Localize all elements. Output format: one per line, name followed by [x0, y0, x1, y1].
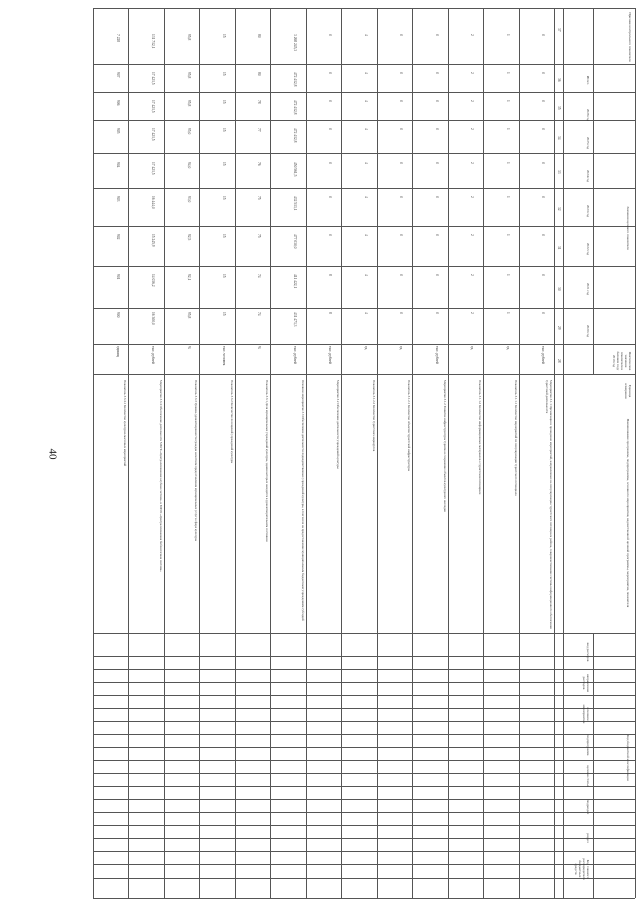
row-name: Показатель 3.3.4.1 Количество культурно-массовых мероприятий — [123, 380, 128, 467]
row-value: 0 — [328, 128, 333, 130]
column-number: 31 — [557, 246, 561, 250]
header-year: 2022 год — [586, 242, 590, 256]
row-separator — [412, 8, 413, 898]
table-border-right — [635, 8, 636, 898]
row-value: 1 — [505, 72, 510, 74]
row-value: 2 — [470, 162, 475, 164]
column-number: 28 — [557, 359, 561, 363]
header-code-column: вид расходов — [586, 642, 590, 662]
row-value: 0 — [399, 196, 404, 198]
row-separator — [483, 8, 484, 898]
row-value: 94,0 — [186, 162, 191, 169]
row-value: 905 — [115, 128, 120, 134]
row-value: 2 — [470, 128, 475, 130]
header-subseparator-codes — [593, 633, 594, 898]
row-value: 0 — [541, 128, 546, 130]
row-value: 1 — [505, 312, 510, 314]
row-name: Показатель 3.3.3 Уровень удовлетворенности граждан качеством предоставления муниципальных услуг в сфере культуры — [194, 380, 199, 542]
column-number: 34 — [557, 136, 561, 140]
row-value: 7 228 — [115, 34, 120, 43]
header-subseparator — [593, 8, 594, 374]
row-unit: тыс. рублей — [292, 346, 297, 364]
header-year: 2021 год — [586, 282, 590, 296]
row-value: 95,8 — [186, 312, 191, 319]
header-status: Признак контрольного показателя — [628, 12, 632, 62]
header-year: 2023 год — [586, 204, 590, 218]
row-value: 0 — [434, 128, 439, 130]
row-value: 8 — [328, 274, 333, 276]
row-value: 450 561,5 — [292, 162, 297, 177]
row-name: Мероприятие 3.1.2 Развитие инфраструктуры туризма и сохранение объектов культурного наследия — [442, 380, 447, 512]
row-value: 15 — [221, 162, 226, 166]
row-value: 0 — [541, 312, 546, 314]
row-value: 0 — [399, 234, 404, 236]
row-value: 15 — [221, 34, 226, 38]
table-border-bottom — [93, 898, 635, 899]
row-name: Показатель 3.1.2.2 Количество туристских маршрутов — [371, 380, 376, 452]
row-unit: тыс. рублей — [434, 346, 439, 364]
row-value: 0 — [434, 100, 439, 102]
row-value: 0 — [399, 162, 404, 164]
row-value: 477 030,0 — [292, 234, 297, 249]
row-value: 15 — [221, 72, 226, 76]
row-value: 0 — [541, 196, 546, 198]
row-value: 2 — [470, 34, 475, 36]
row-value: 92,1 — [186, 274, 191, 281]
row-value: 0 — [434, 274, 439, 276]
row-separator — [377, 8, 378, 898]
row-value: 0 — [541, 34, 546, 36]
header-code-group: Код бюджетной классификации — [626, 735, 630, 781]
row-value: 0 — [399, 34, 404, 36]
row-value: 78 — [257, 100, 262, 104]
row-value: 0 — [541, 274, 546, 276]
row-name: Показатель 3.3.2 Количество посещений учреждений культуры — [229, 380, 234, 464]
header-code-column: подраздел — [586, 799, 590, 815]
header-code-column: Код главного распорядителя бюджетных средств — [574, 858, 590, 881]
row-value: 1 — [505, 162, 510, 164]
row-value: 902 — [115, 234, 120, 240]
row-value: 92,5 — [186, 234, 191, 241]
row-value: 2 — [470, 196, 475, 198]
header-forecast-group: Значения целевого показателя — [626, 206, 630, 250]
row-value: 2 — [470, 312, 475, 314]
row-value: 131 712,1 — [151, 34, 156, 49]
row-value: 17 421,5 — [151, 100, 156, 113]
column-number: 29 — [557, 326, 561, 330]
row-value: 1 — [505, 196, 510, 198]
row-value: 76 — [257, 162, 262, 166]
row-unit: % — [257, 346, 262, 349]
header-year: 2026 год — [586, 108, 590, 122]
row-separator — [341, 8, 342, 898]
row-value: 0 — [399, 128, 404, 130]
row-value: 472 412,8 — [292, 128, 297, 143]
row-name: Мероприятие 3.1.1 Организация и проведение мероприятий, направленных на популяризацию туристского потенциала района, совершенствование системы информационного обеспечения туристской деятельности — [545, 380, 553, 630]
header-total: Итого — [586, 75, 590, 85]
row-name: Мероприятие 3.2 Обеспечение деятельности учреждений культуры — [336, 380, 341, 469]
row-value: 15 — [221, 196, 226, 200]
row-value: 80 — [257, 34, 262, 38]
row-value: 15 — [221, 234, 226, 238]
header-code-column: подпрограмма — [586, 734, 590, 756]
row-value: 15 245,9 — [151, 234, 156, 247]
row-separator — [448, 8, 449, 898]
row-value: 95,8 — [186, 72, 191, 79]
page-number: 40 — [46, 448, 59, 460]
budget-table — [93, 8, 635, 898]
row-value: 4 — [363, 162, 368, 164]
row-name: Мероприятие 3.3.4 Обеспечение деятельности МБУК «Централизованная клубная система» и МБУК «Централизованная библиотечная система» — [158, 380, 163, 572]
row-separator — [199, 8, 200, 898]
row-value: 74 — [257, 274, 262, 278]
row-value: 15 — [221, 312, 226, 316]
header-code-column: основное мероприятие — [582, 704, 590, 724]
row-value: 0 — [434, 72, 439, 74]
row-value: 93,0 — [186, 196, 191, 203]
column-number: 35 — [557, 106, 561, 110]
row-value: 0 — [328, 34, 333, 36]
row-value: 0 — [328, 72, 333, 74]
row-separator — [554, 8, 555, 898]
row-separator — [235, 8, 236, 898]
row-value: 472 412,8 — [292, 72, 297, 87]
row-value: 1 — [505, 100, 510, 102]
row-value: 15 — [221, 128, 226, 132]
header-separator — [563, 8, 564, 898]
row-value: 0 — [399, 274, 404, 276]
row-value: 0 — [434, 312, 439, 314]
row-value: 0 — [541, 72, 546, 74]
row-unit: единиц — [115, 346, 120, 358]
row-separator — [128, 8, 129, 898]
row-unit: ед. — [505, 346, 510, 351]
row-separator — [306, 8, 307, 898]
row-unit: % — [186, 346, 191, 349]
row-value: 15 — [221, 274, 226, 278]
row-value: 906 — [115, 100, 120, 106]
header-code-column: раздел — [586, 833, 590, 843]
row-value: 17 421,5 — [151, 162, 156, 175]
row-name: Показатель 3.1.1.1 Количество мероприятий по популяризации туристского потенциала — [513, 380, 518, 496]
row-separator — [270, 8, 271, 898]
column-number: 33 — [557, 170, 561, 174]
row-value: 0 — [434, 34, 439, 36]
header-code-column: направление расходов — [582, 673, 590, 693]
row-value: 0 — [328, 196, 333, 198]
row-value: 0 — [541, 162, 546, 164]
row-value: 95,8 — [186, 100, 191, 107]
header-base-value: Фактическое значение показателя в базовом году 2019 год — [612, 351, 632, 372]
row-separator — [164, 8, 165, 898]
row-value: 2 — [470, 234, 475, 236]
row-value: 903 — [115, 196, 120, 202]
row-value: 0 — [399, 100, 404, 102]
column-number: 37 — [557, 28, 561, 32]
row-value: 4 — [363, 196, 368, 198]
row-value: 0 — [328, 162, 333, 164]
row-value: 75 — [257, 234, 262, 238]
row-value: 431 473,3 — [292, 312, 297, 327]
row-value: 901 — [115, 274, 120, 280]
row-value: 4 — [363, 312, 368, 314]
row-value: 900 — [115, 312, 120, 318]
row-value: 0 — [434, 234, 439, 236]
row-value: 904 — [115, 162, 120, 168]
row-value: 80 — [257, 72, 262, 76]
row-value: 77 — [257, 128, 262, 132]
row-unit: ед. — [470, 346, 475, 351]
row-value: 3 268 245,3 — [292, 34, 297, 52]
row-value: 0 — [434, 162, 439, 164]
row-name: Основное мероприятие 3.3 Обеспечение деятельности подведомственных учреждений культуры, в том числе на предоставление муниципальным бюджетным учреждениям субсидий — [300, 380, 305, 621]
header-code-column: целевая статья — [586, 765, 590, 787]
row-value: 95,8 — [186, 34, 191, 41]
row-value: 16 444,0 — [151, 196, 156, 209]
header-year: 2025 год — [586, 136, 590, 150]
row-unit: ед. — [363, 346, 368, 351]
row-value: 0 — [399, 312, 404, 314]
row-value: 2 — [470, 274, 475, 276]
row-value: 16 300,0 — [151, 312, 156, 325]
row-value: 0 — [399, 72, 404, 74]
row-value: 14 036,2 — [151, 274, 156, 287]
row-value: 0 — [541, 234, 546, 236]
row-value: 17 421,5 — [151, 128, 156, 141]
column-number: 32 — [557, 207, 561, 211]
row-unit: тыс. рублей — [328, 346, 333, 364]
row-value: 95,0 — [186, 128, 191, 135]
row-unit: ед. — [399, 346, 404, 351]
row-name: Показатель 3.1.2.1 Количество объектов туристской инфраструктуры — [407, 380, 412, 472]
row-value: 2 — [470, 72, 475, 74]
row-value: 17 421,5 — [151, 72, 156, 85]
row-name: Показатель 3.1.1.2 Количество информационных материалов о туристском потенциале — [478, 380, 483, 495]
row-separator — [519, 8, 520, 898]
row-value: 2 — [470, 100, 475, 102]
header-year: 2024 год — [586, 169, 590, 183]
row-value: 432 513,1 — [292, 196, 297, 211]
header-unit: Единица измерения — [624, 383, 632, 399]
header-year: 2020 год — [586, 324, 590, 338]
row-value: 0 — [328, 234, 333, 236]
row-value: 8 — [328, 312, 333, 314]
row-value: 0 — [541, 100, 546, 102]
row-value: 4 — [363, 34, 368, 36]
row-separator — [93, 8, 94, 898]
row-value: 15 — [221, 100, 226, 104]
row-value: 1 — [505, 128, 510, 130]
row-value: 907 — [115, 72, 120, 78]
column-number: 30 — [557, 287, 561, 291]
row-name: Показатель 3.3.1 Доля муниципальных учреждений культуры, здания которых находятся в удовлетворительном состоянии — [265, 380, 270, 542]
header-name: Наименование программы, подпрограммы, основного мероприятия, ведомственной целевой программы, мероприятия, показателя — [626, 418, 630, 608]
row-value: 4 — [363, 234, 368, 236]
row-unit: тыс. рублей — [151, 346, 156, 364]
row-value: 472 412,8 — [292, 100, 297, 115]
row-value: 1 — [505, 34, 510, 36]
row-value: 75 — [257, 196, 262, 200]
row-unit: тыс. человек — [221, 346, 226, 366]
row-value: 4 — [363, 72, 368, 74]
row-value: 4 — [363, 128, 368, 130]
row-value: 4 — [363, 100, 368, 102]
row-value: 411 422,1 — [292, 274, 297, 289]
row-value: 1 — [505, 274, 510, 276]
row-value: 1 — [505, 234, 510, 236]
row-unit: тыс. рублей — [541, 346, 546, 364]
row-value: 0 — [434, 196, 439, 198]
row-value: 4 — [363, 274, 368, 276]
row-value: 74 — [257, 312, 262, 316]
column-number: 36 — [557, 78, 561, 82]
row-value: 0 — [328, 100, 333, 102]
